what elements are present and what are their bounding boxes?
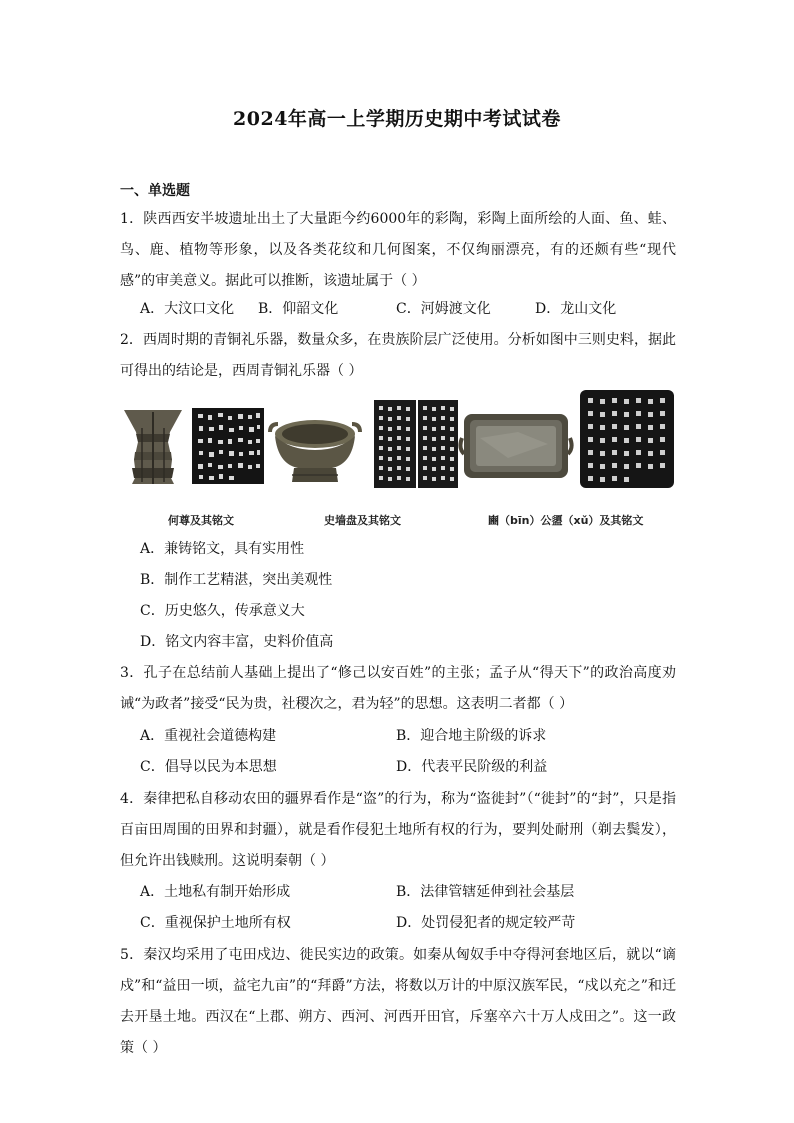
question-2-options [140, 534, 333, 658]
q2-option-d: D．铭文内容丰富，史料价值高 [140, 634, 334, 650]
q4-option-b: B．法律管辖延伸到社会基层 [396, 884, 575, 900]
caption-bin-gong-xu: 豳（bīn）公盨（xǔ）及其铭文 [488, 514, 644, 527]
q1-option-d: D．龙山文化 [535, 301, 617, 317]
question-1-options [140, 294, 616, 325]
question-5-text: 5．秦汉均采用了屯田戍边、徙民实边的政策。如秦从匈奴手中夺得河套地区后，就以“谪戍”和“益田一顷，益宅九亩”的“拜爵”方法，将数以万计的中原汉族军民，“戍以充之”和迁去开垦土地。西汉在“上郡、朔方、西河、河西开田官，斥塞卒六十万人戍田之”。这一政策（ ） [120, 947, 676, 1056]
section-heading: 一、单选题 [120, 183, 190, 199]
question-1-text: 1．陕西西安半坡遗址出土了大量距今约6000年的彩陶，彩陶上面所绘的人面、鱼、蛙、鸟、鹿、植物等形象，以及各类花纹和几何图案，不仅绚丽漂亮，有的还颇有些“现代感”的审美意义。据此可以推断，该遗址属于（ ） [120, 211, 676, 289]
caption-shi-qiang-pan: 史墙盘及其铭文 [324, 514, 401, 527]
q3-option-b: B．迎合地主阶级的诉求 [396, 728, 547, 744]
q3-option-a: A．重视社会道德构建 [140, 728, 277, 744]
question-3-options [140, 721, 547, 783]
q1-option-a: A．大汶口文化 [140, 301, 235, 317]
q2-option-c: C．历史悠久，传承意义大 [140, 603, 305, 619]
question-4-options [140, 877, 575, 939]
q4-option-d: D．处罚侵犯者的规定较严苛 [396, 915, 576, 931]
bin-gong-xu-inscription-image [578, 388, 676, 490]
bin-gong-xu-image [458, 398, 574, 490]
q4-option-c: C．重视保护土地所有权 [140, 915, 291, 931]
question-4-text: 4．秦律把私自移动农田的疆界看作是“盗”的行为，称为“盗徙封”（“徙封”的“封”，只是指百亩田周围的田界和封疆），就是看作侵犯土地所有权的行为，要判处耐刑（剃去鬓发），但允许出钱赎刑。这说明秦朝（ ） [120, 791, 676, 869]
shi-qiang-pan-image [268, 398, 362, 490]
question-2-text: 2．西周时期的青铜礼乐器，数量众多，在贵族阶层广泛使用。分析如图中三则史料，据此可得出的结论是，西周青铜礼乐器（ ） [120, 332, 676, 379]
shi-qiang-inscription-image [374, 398, 460, 490]
caption-he-zun: 何尊及其铭文 [168, 514, 234, 527]
q2-option-b: B．制作工艺精湛，突出美观性 [140, 572, 333, 588]
question-3-text: 3．孔子在总结前人基础上提出了“修己以安百姓”的主张；孟子从“得天下”的政治高度劝诫“为政者”接受“民为贵，社稷次之，君为轻”的思想。这表明二者都（ ） [120, 665, 676, 712]
q2-option-a: A．兼铸铭文，具有实用性 [140, 541, 305, 557]
q4-option-a: A．土地私有制开始形成 [140, 884, 291, 900]
q2-figure-row [120, 398, 676, 490]
he-zun-inscription-image [192, 398, 264, 490]
q1-option-b: B．仰韶文化 [258, 301, 339, 317]
he-zun-vessel-image [120, 398, 186, 490]
exam-title: 2024年高一上学期历史期中考试试卷 [233, 108, 561, 130]
q3-option-d: D．代表平民阶级的利益 [396, 759, 548, 775]
q1-option-c: C．河姆渡文化 [396, 301, 491, 317]
q3-option-c: C．倡导以民为本思想 [140, 759, 277, 775]
